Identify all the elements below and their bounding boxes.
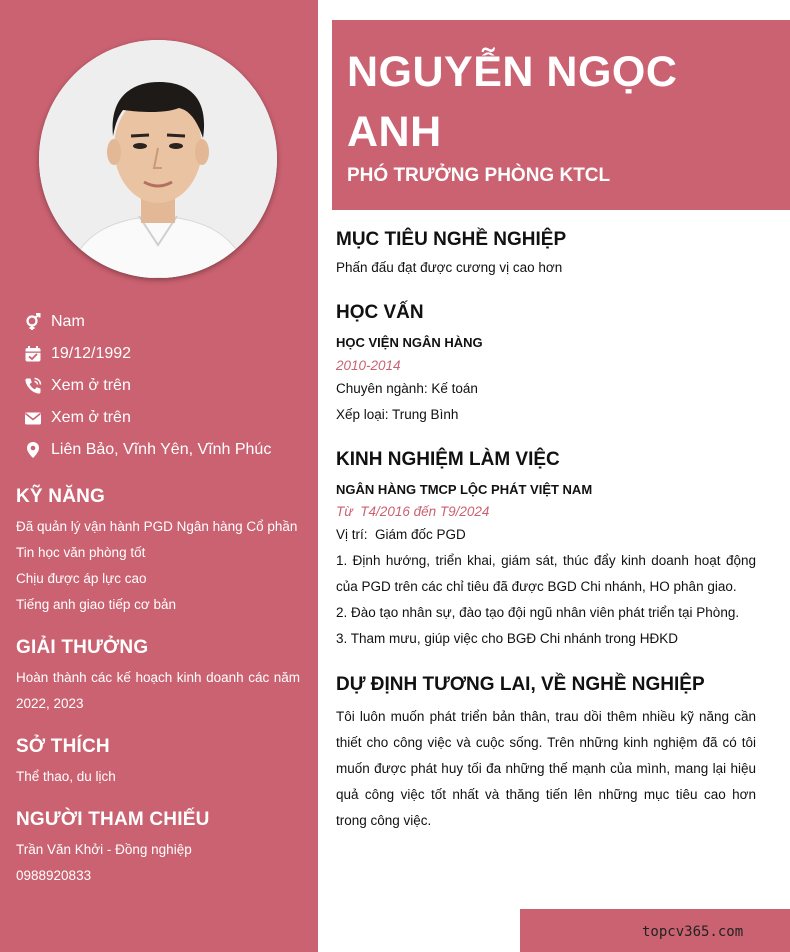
education-period: 2010-2014 [336,358,401,373]
skill-item: Tin học văn phòng tốt [16,545,146,560]
contact-gender [24,306,304,338]
objective-text: Phấn đấu đạt được cương vị cao hơn [336,260,563,275]
candidate-name: NGUYỄN NGỌC ANH [347,48,678,156]
footer-brand: topcv365.com [642,924,744,940]
location-icon [24,441,42,459]
hobbies-title: SỞ THÍCH [16,736,110,757]
skill-item: Tiếng anh giao tiếp cơ bản [16,597,176,612]
skill-item: Chịu được áp lực cao [16,571,147,586]
experience-company: NGÂN HÀNG TMCP LỘC PHÁT VIỆT NAM [336,482,593,497]
experience-duty: 2. Đào tạo nhân sự, đào tạo đội ngũ nhân viên phát triển tại Phòng. [336,605,740,620]
contact-birthday-text: 19/12/1992 [51,345,132,362]
candidate-role: PHÓ TRƯỞNG PHÒNG KTCL [347,165,611,186]
email-icon [24,409,42,427]
education-title: HỌC VẤN [336,302,424,323]
contact-email-text: Xem ở trên [51,409,131,426]
education-section [336,302,756,428]
gender-icon [24,313,42,331]
contact-phone [24,370,304,402]
experience-position: Vị trí: Giám đốc PGD [336,527,466,542]
phone-icon [24,377,42,395]
future-text: Tôi luôn muốn phát triển bản thân, trau dồi thêm nhiều kỹ năng cần thiết cho công việc và cuộc sống. Trên những kinh nghiệm đã có tôi muốn được phát huy tối đa những thế mạnh của mình, mang lại hiệu quả công việc tốt nhất và thăng tiến lên những mục tiêu cao hơn trong công việc. [336,709,756,828]
education-major: Chuyên ngành: Kế toán [336,381,478,396]
header-banner [332,20,790,210]
reference-phone: 0988920833 [16,868,92,883]
contact-gender-text: Nam [51,313,85,330]
objective-title: MỤC TIÊU NGHỀ NGHIỆP [336,229,567,250]
awards-text: Hoàn thành các kế hoạch kinh doanh các năm 2022, 2023 [16,670,300,711]
references-title: NGƯỜI THAM CHIẾU [16,809,210,830]
references-section [16,809,300,889]
hobbies-section [16,736,300,790]
footer-watermark [520,909,790,952]
profile-photo [39,40,277,278]
skill-item: Đã quản lý vận hành PGD Ngân hàng Cổ phần [16,519,298,534]
skills-title: KỸ NĂNG [16,486,106,507]
awards-title: GIẢI THƯỞNG [16,637,149,658]
objective-section [336,229,756,281]
experience-section [336,449,756,652]
hobbies-text: Thể thao, du lịch [16,769,116,784]
future-section [336,674,756,834]
education-grade: Xếp loại: Trung Bình [336,407,459,422]
contact-email [24,402,304,434]
reference-name: Trần Văn Khởi - Đồng nghiệp [16,842,192,857]
experience-duty: 1. Định hướng, triển khai, giám sát, thúc đẩy kinh doanh hoạt động của PGD trên các chỉ tiêu đã được BGD Chi nhánh, HO phân giao. [336,553,756,594]
sidebar [0,0,318,952]
contact-list [24,306,304,466]
skills-section [16,486,300,618]
future-title: DỰ ĐỊNH TƯƠNG LAI, VỀ NGHỀ NGHIỆP [336,674,705,695]
awards-section [16,637,300,717]
contact-address-text: Liên Bảo, Vĩnh Yên, Vĩnh Phúc [51,441,272,458]
contact-phone-text: Xem ở trên [51,377,131,394]
contact-birthday [24,338,304,370]
experience-title: KINH NGHIỆM LÀM VIỆC [336,449,560,470]
experience-duty: 3. Tham mưu, giúp việc cho BGĐ Chi nhánh trong HĐKD [336,631,678,646]
contact-address [24,434,304,466]
experience-period: Từ T4/2016 đến T9/2024 [336,504,490,519]
calendar-icon [24,345,42,363]
education-school: HỌC VIỆN NGÂN HÀNG [336,335,483,350]
